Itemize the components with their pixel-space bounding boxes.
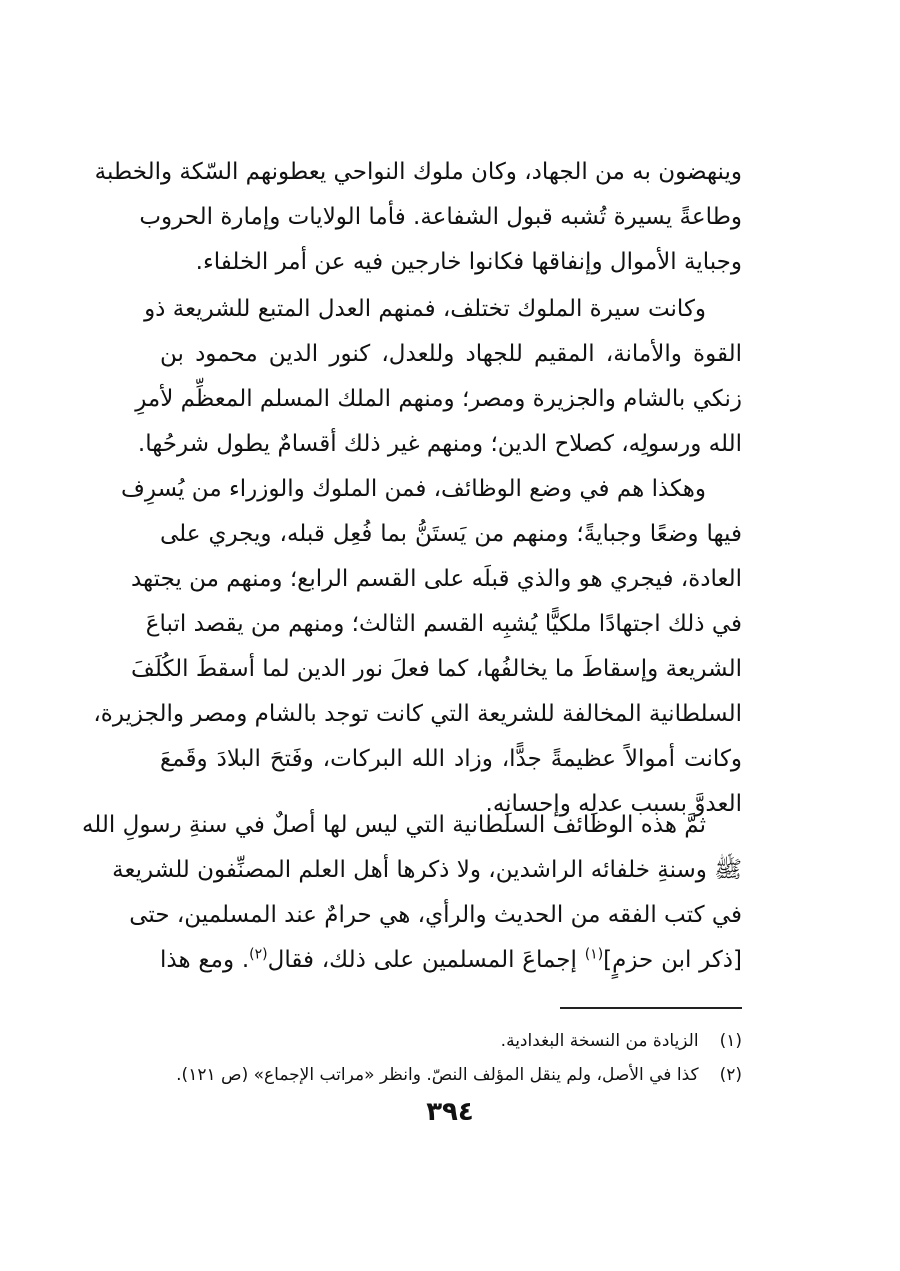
- footnote-ref-2[interactable]: (٢): [249, 946, 268, 963]
- bracketed-insertion: [ذكر ابن حزمٍ]: [603, 947, 743, 973]
- text-line: في ذلك اجتهادًا ملكيًّا يُشبِه القسم الثالث؛ ومنهم من يقصد اتباعَ: [145, 611, 742, 637]
- text-line: القوة والأمانة، المقيم للجهاد وللعدل، كنور الدين محمود بن: [160, 341, 742, 367]
- footnote-ref-1[interactable]: (١): [584, 946, 604, 963]
- footnote-1: [160, 1024, 742, 1058]
- text-line: ثمَّ هذه الوظائف السلطانية التي ليس لها أصلٌ في سنةِ رسولِ الله: [81, 812, 706, 838]
- text-line: فيها وضعًا وجبايةً؛ ومنهم من يَستَنُّ بما فُعِل قبله، ويجري على: [160, 521, 742, 547]
- text-line: وطاعةً يسيرة تُشبه قبول الشفاعة. فأما الولايات وإمارة الحروب: [139, 204, 742, 230]
- paragraph-4: [81, 803, 743, 983]
- text-line: السلطانية المخالفة للشريعة التي كانت توجد بالشام ومصر والجزيرة،: [93, 701, 742, 727]
- text-line: الشريعة وإسقاطَ ما يخالفُها، كما فعلَ نور الدين لما أسقطَ الكُلَفَ: [131, 656, 742, 682]
- footnote-text: كذا في الأصل، ولم ينقل المؤلف النصّ. وانظر «مراتب الإجماع» (ص ١٢١).: [176, 1065, 699, 1085]
- text-line: وكانت أموالاً عظيمةً جدًّا، وزاد الله البركات، وفَتحَ البلادَ وقَمعَ: [160, 746, 742, 772]
- footnotes: [160, 1024, 742, 1092]
- text-line-with-refs: [160, 938, 742, 983]
- paragraph-1: [94, 150, 742, 285]
- text-line: في كتب الفقه من الحديث والرأي، هي حرامٌ عند المسلمين، حتى: [129, 902, 742, 928]
- text-line: وهكذا هم في وضع الوظائف، فمن الملوك والوزراء من يُسرِف: [121, 476, 706, 502]
- page-number: ٣٩٤: [426, 1097, 474, 1127]
- paragraph-2: [135, 287, 742, 467]
- footnote-number: (٢): [719, 1065, 742, 1085]
- text-line: ﷺ وسنةِ خلفائه الراشدين، ولا ذكرها أهل العلم المصنِّفون للشريعة: [112, 857, 742, 883]
- text-line: العدوَّ بسبب عدلِه وإحسانِه.: [485, 791, 742, 817]
- footnote-text: الزيادة من النسخة البغدادية.: [500, 1031, 699, 1051]
- text-line: زنكي بالشام والجزيرة ومصر؛ ومنهم الملك المسلم المعظِّم لأمرِ: [135, 386, 742, 412]
- text-line: الله ورسولِه، كصلاح الدين؛ ومنهم غير ذلك أقسامٌ يطول شرحُها.: [137, 431, 742, 457]
- text-line: وينهضون به من الجهاد، وكان ملوك النواحي يعطونهم السّكة والخطبة: [94, 159, 742, 185]
- paragraph-3: [93, 467, 742, 827]
- text-line: وجباية الأموال وإنفاقها فكانوا خارجين فيه عن أمر الخلفاء.: [195, 249, 742, 275]
- text-line: وكانت سيرة الملوك تختلف، فمنهم العدل المتبع للشريعة ذو: [144, 296, 706, 322]
- footnote-2: [160, 1058, 742, 1092]
- text-line: العادة، فيجري هو والذي قبلَه على القسم الرابع؛ ومنهم من يجتهد: [130, 566, 742, 592]
- text-segment: إجماعَ المسلمين على ذلك، فقال: [267, 947, 585, 973]
- footnote-number: (١): [719, 1031, 742, 1051]
- text-segment: . ومع هذا: [160, 947, 250, 973]
- footnote-divider: [560, 1007, 742, 1009]
